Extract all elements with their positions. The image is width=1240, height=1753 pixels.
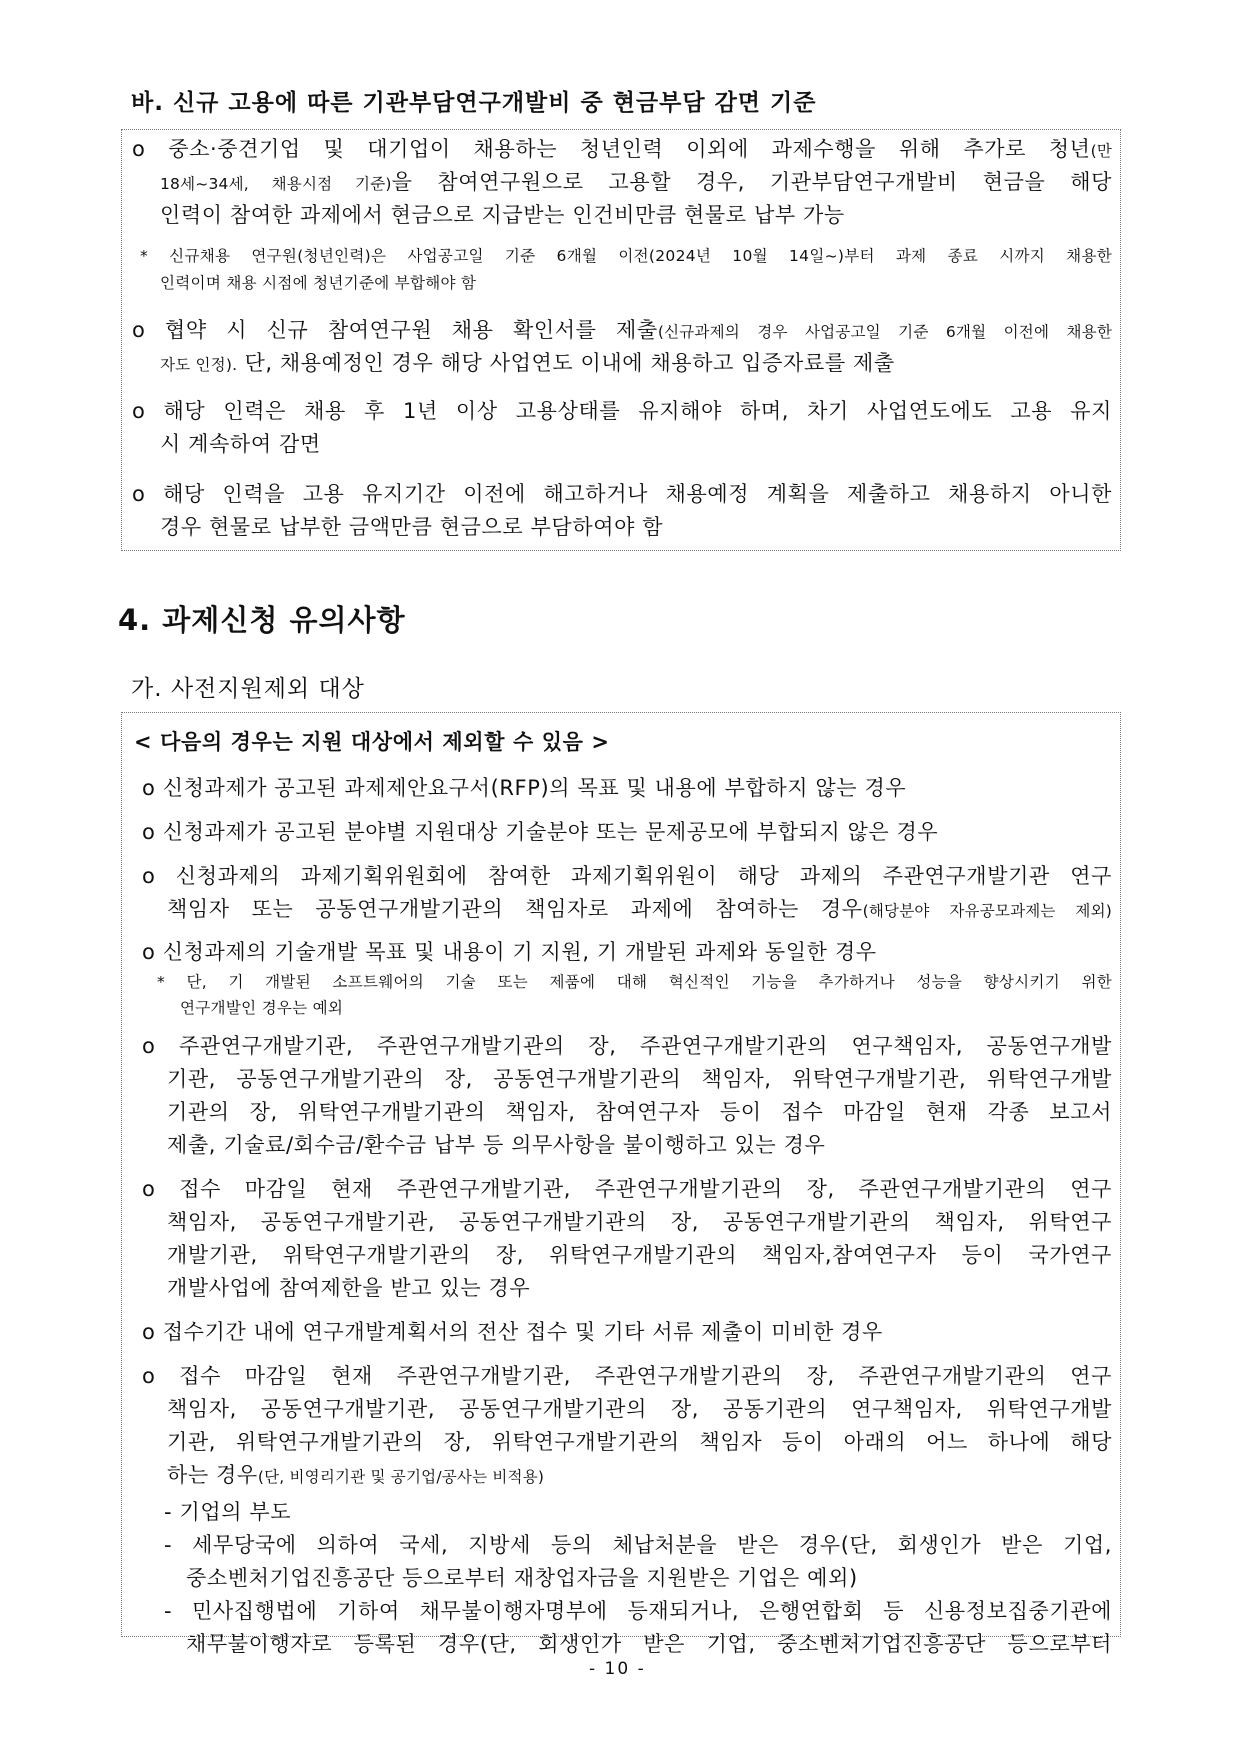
exclusion-item8-line2: 책임자, 공동연구개발기관, 공동연구개발기관의 장, 공동기관의 연구책임자, 위탁연구개발 (167, 1397, 1112, 1421)
ba-item3-line2: 시 계속하여 감면 (160, 432, 321, 456)
exclusion-dash1: - 기업의 부도 (164, 1500, 292, 1524)
exclusion-item3-line2: 책임자 또는 공동연구개발기관의 책임자로 과제에 참여하는 경우(해당분야 자유공모과제는 제외) (167, 897, 1112, 921)
exclusion-dash2-line2: 중소벤처기업진흥공단 등으로부터 재창업자금을 지원받은 기업은 예외) (186, 1566, 858, 1590)
exclusion-box-title: < 다음의 경우는 지원 대상에서 제외할 수 있음 > (134, 730, 610, 754)
exclusion-item5-line3: 기관의 장, 위탁연구개발기관의 책임자, 참여연구자 등이 접수 마감일 현재 각종 보고서 (167, 1100, 1112, 1124)
exclusion-item2: o 신청과제가 공고된 분야별 지원대상 기술분야 또는 문제공모에 부합되지 않은 경우 (142, 820, 939, 844)
exclusion-item4-note-line2: 연구개발인 경우는 예외 (180, 999, 344, 1017)
exclusion-item5-line4: 제출, 기술료/회수금/환수금 납부 등 의무사항을 불이행하고 있는 경우 (167, 1133, 826, 1157)
exclusion-item6-line3: 개발기관, 위탁연구개발기관의 장, 위탁연구개발기관의 책임자,참여연구자 등이 국가연구 (167, 1243, 1112, 1267)
exclusion-item6-line4: 개발사업에 참여제한을 받고 있는 경우 (167, 1276, 531, 1300)
exclusion-item7: o 접수기간 내에 연구개발계획서의 전산 접수 및 기타 서류 제출이 미비한 경우 (142, 1320, 883, 1344)
section-ba-heading: 바. 신규 고용에 따른 기관부담연구개발비 중 현금부담 감면 기준 (131, 90, 817, 116)
exclusion-item1: o 신청과제가 공고된 과제제안요구서(RFP)의 목표 및 내용에 부합하지 않는 경우 (142, 776, 907, 800)
exclusion-item5-line1: o 주관연구개발기관, 주관연구개발기관의 장, 주관연구개발기관의 연구책임자, 공동연구개발 (142, 1034, 1112, 1058)
exclusion-dash3-line1: - 민사집행법에 기하여 채무불이행자명부에 등재되거나, 은행연합회 등 신용정보집중기관에 (164, 1599, 1112, 1623)
exclusion-box (121, 712, 1121, 1656)
ba-item4-line1: o 해당 인력을 고용 유지기간 이전에 해고하거나 채용예정 계획을 제출하고 채용하지 아니한 (132, 482, 1112, 506)
ba-item1-line2: 18세~34세, 채용시점 기준)을 참여연구원으로 고용할 경우, 기관부담연구개발비 현금을 해당 (160, 170, 1112, 194)
exclusion-item4: o 신청과제의 기술개발 목표 및 내용이 기 지원, 기 개발된 과제와 동일한 경우 (142, 940, 877, 964)
exclusion-item3-line1: o 신청과제의 과제기획위원회에 참여한 과제기획위원이 해당 과제의 주관연구개발기관 연구 (142, 864, 1112, 888)
section-ba-box (121, 129, 1121, 551)
section4-subheading: 가. 사전지원제외 대상 (131, 676, 365, 702)
page-number: - 10 - (589, 1659, 646, 1679)
exclusion-item4-note-line1: * 단, 기 개발된 소프트웨어의 기술 또는 제품에 대해 혁신적인 기능을 추가하거나 성능을 향상시키기 위한 (157, 973, 1112, 991)
ba-item2-line2: 자도 인정). 단, 채용예정인 경우 해당 사업연도 이내에 채용하고 입증자료를 제출 (160, 351, 895, 375)
exclusion-item6-line2: 책임자, 공동연구개발기관, 공동연구개발기관의 장, 공동연구개발기관의 책임자, 위탁연구 (167, 1210, 1112, 1234)
exclusion-item8-line4: 하는 경우(단, 비영리기관 및 공기업/공사는 비적용) (167, 1463, 545, 1487)
exclusion-dash3-line2: 채무불이행자로 등록된 경우(단, 회생인가 받은 기업, 중소벤처기업진흥공단 등으로부터 (186, 1632, 1112, 1656)
exclusion-dash2-line1: - 세무당국에 의하여 국세, 지방세 등의 체납처분을 받은 경우(단, 회생인가 받은 기업, (164, 1533, 1112, 1557)
exclusion-item8-line3: 기관, 위탁연구개발기관의 장, 위탁연구개발기관의 책임자 등이 아래의 어느 하나에 해당 (167, 1430, 1112, 1454)
exclusion-item8-line1: o 접수 마감일 현재 주관연구개발기관, 주관연구개발기관의 장, 주관연구개발기관의 연구 (142, 1364, 1112, 1388)
ba-item1-line3: 인력이 참여한 과제에서 현금으로 지급받는 인건비만큼 현물로 납부 가능 (160, 203, 845, 227)
ba-item1-line1: o 중소·중견기업 및 대기업이 채용하는 청년인력 이외에 과제수행을 위해 추가로 청년(만 (132, 137, 1112, 161)
ba-item4-line2: 경우 현물로 납부한 금액만큼 현금으로 부담하여야 함 (160, 515, 664, 539)
exclusion-item5-line2: 기관, 공동연구개발기관의 장, 공동연구개발기관의 책임자, 위탁연구개발기관, 위탁연구개발 (167, 1067, 1112, 1091)
ba-note-line2: 인력이며 채용 시점에 청년기준에 부합해야 함 (160, 274, 477, 292)
ba-note-line1: * 신규채용 연구원(청년인력)은 사업공고일 기준 6개월 이전(2024년 10월 14일~)부터 과제 종료 시까지 채용한 (140, 247, 1112, 265)
ba-item3-line1: o 해당 인력은 채용 후 1년 이상 고용상태를 유지해야 하며, 차기 사업연도에도 고용 유지 (132, 399, 1112, 423)
ba-item2-line1: o 협약 시 신규 참여연구원 채용 확인서를 제출(신규과제의 경우 사업공고일 기준 6개월 이전에 채용한 (132, 318, 1112, 342)
section4-heading: 4. 과제신청 유의사항 (118, 603, 406, 637)
exclusion-item6-line1: o 접수 마감일 현재 주관연구개발기관, 주관연구개발기관의 장, 주관연구개발기관의 연구 (142, 1177, 1112, 1201)
